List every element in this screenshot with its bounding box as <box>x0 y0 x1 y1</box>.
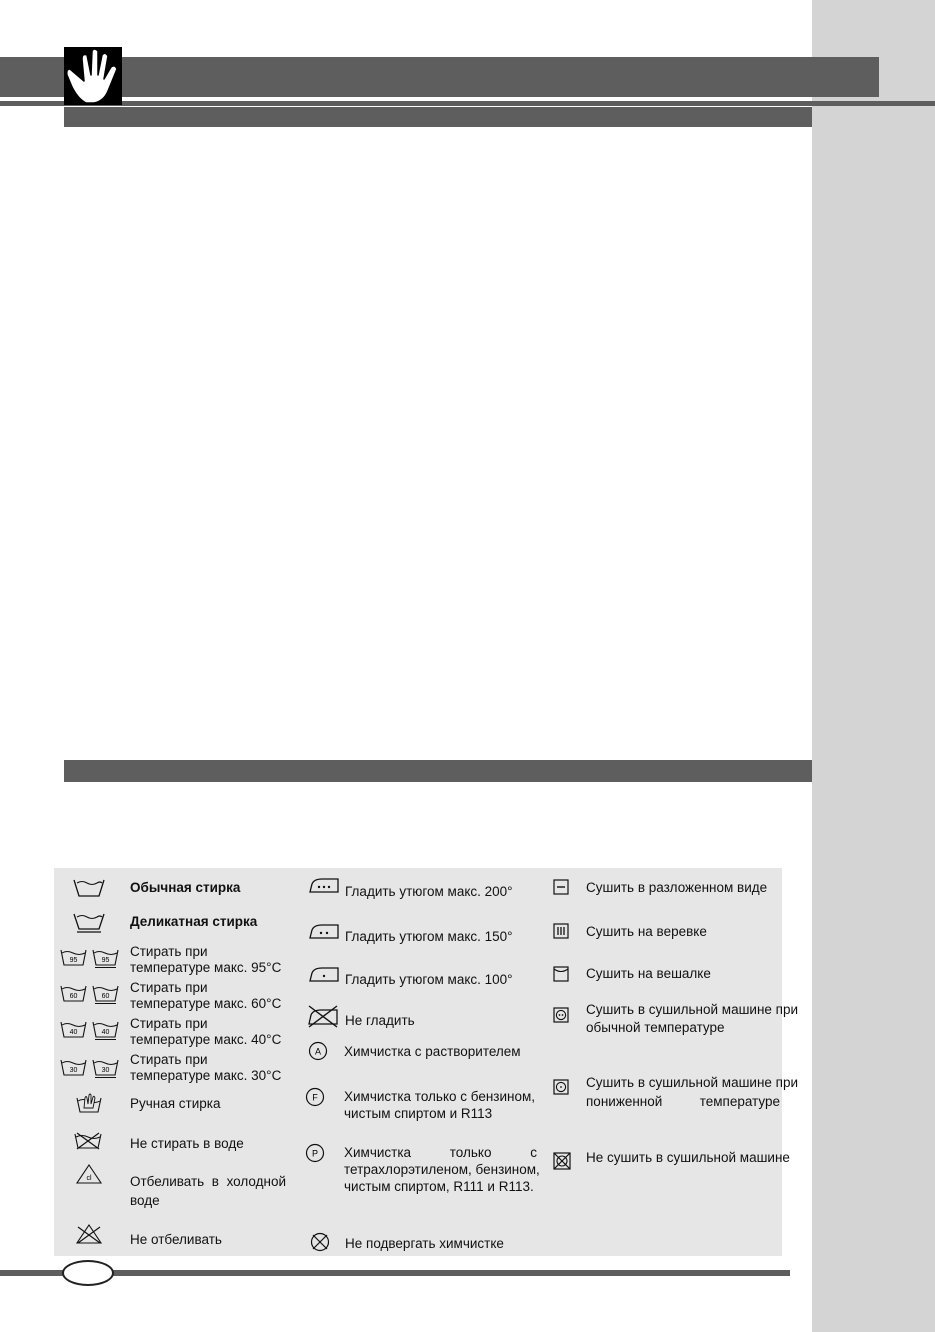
bleach-cold-line1: Отбеливать в холодной <box>130 1174 286 1189</box>
dryclean-perc-line1: Химчистка только с <box>344 1145 537 1160</box>
wash-temp-mark: 60 <box>69 993 78 1000</box>
wash-30-icon <box>60 1058 120 1078</box>
tumble-normal-icon <box>553 1007 569 1023</box>
page-number-oval <box>62 1260 114 1286</box>
iron-150-label: Гладить утюгом макс. 150° <box>345 929 513 944</box>
wash-tub-icon <box>72 876 106 898</box>
dry-line-icon <box>553 923 569 939</box>
dryclean-a-icon <box>308 1041 328 1061</box>
no-wash-icon <box>74 1132 102 1150</box>
tumble-normal-line2: обычной температуре <box>586 1020 725 1035</box>
tumble-low-icon <box>553 1079 569 1095</box>
wash-60-line2: температуре макс. 60°C <box>130 996 282 1011</box>
iron-150-icon <box>308 922 340 940</box>
no-bleach-label: Не отбеливать <box>130 1232 222 1247</box>
wash-normal-label: Обычная стирка <box>130 880 241 895</box>
dryclean-solvent-label: Химчистка с растворителем <box>344 1044 521 1059</box>
no-wash-label: Не стирать в воде <box>130 1136 244 1151</box>
dry-line-label: Сушить на веревке <box>586 924 707 939</box>
wash-temp-mark: 30 <box>101 1067 110 1074</box>
bleach-cold-line2: воде <box>130 1193 160 1208</box>
dryclean-perc-line2: тетрахлорэтиленом, бензином, <box>344 1162 540 1177</box>
wash-95-line1: Стирать при <box>130 944 208 959</box>
wash-30-line2: температуре макс. 30°C <box>130 1068 282 1083</box>
wash-temp-mark: 30 <box>69 1067 78 1074</box>
dry-flat-icon <box>553 879 569 895</box>
no-bleach-icon <box>76 1224 102 1244</box>
no-tumble-label: Не сушить в сушильной машине <box>586 1150 790 1165</box>
no-tumble-icon <box>553 1152 571 1170</box>
dryclean-benzine-line2: чистым спиртом и R113 <box>344 1106 493 1121</box>
wash-40-line1: Стирать при <box>130 1016 208 1031</box>
side-strip <box>812 0 935 1332</box>
bleach-mark: cl <box>86 1175 92 1182</box>
wash-40-icon <box>60 1020 120 1040</box>
care-symbols-panel <box>54 868 799 1256</box>
dry-flat-label: Сушить в разложенном виде <box>586 880 768 895</box>
wash-temp-mark: 95 <box>101 957 110 964</box>
header-rule <box>0 101 935 106</box>
wash-30-line1: Стирать при <box>130 1052 208 1067</box>
header-bar <box>0 57 879 97</box>
tumble-low-line2: пониженной температуре <box>586 1094 780 1109</box>
iron-200-icon <box>308 876 340 894</box>
iron-100-label: Гладить утюгом макс. 100° <box>345 972 513 987</box>
wash-95-line2: температуре макс. 95°C <box>130 960 282 975</box>
wash-95-icon <box>60 948 120 968</box>
wash-60-icon <box>60 984 120 1004</box>
dryclean-p-icon <box>305 1143 325 1163</box>
wash-temp-mark: 60 <box>101 993 110 1000</box>
tumble-normal-line1: Сушить в сушильной машине при <box>586 1002 799 1017</box>
no-dryclean-label: Не подвергать химчистке <box>345 1236 504 1251</box>
section-band-top <box>64 107 812 127</box>
dry-hanger-icon <box>553 966 569 982</box>
dryclean-mark: F <box>312 1092 318 1103</box>
section-band-symbols <box>64 760 812 782</box>
hand-icon <box>64 47 122 105</box>
dryclean-f-icon <box>305 1087 325 1107</box>
dryclean-benzine-line1: Химчистка только с бензином, <box>344 1089 536 1104</box>
bleach-cold-icon <box>76 1164 102 1184</box>
no-iron-label: Не гладить <box>345 1013 415 1028</box>
iron-200-label: Гладить утюгом макс. 200° <box>345 884 513 899</box>
dryclean-perc-line3: чистым спиртом, R111 и R113. <box>344 1179 534 1194</box>
hand-wash-icon <box>76 1092 102 1114</box>
tumble-low-line1: Сушить в сушильной машине при <box>586 1075 799 1090</box>
dryclean-mark: P <box>311 1148 319 1159</box>
dryclean-mark: A <box>314 1046 322 1057</box>
dry-hanger-label: Сушить на вешалке <box>586 966 711 981</box>
iron-100-icon <box>308 965 340 983</box>
wash-temp-mark: 95 <box>69 957 78 964</box>
footer-rule <box>0 1270 790 1276</box>
wash-temp-mark: 40 <box>101 1029 110 1036</box>
hand-wash-label: Ручная стирка <box>130 1096 221 1111</box>
wash-40-line2: температуре макс. 40°C <box>130 1032 282 1047</box>
wash-delicate-label: Деликатная стирка <box>130 914 258 929</box>
wash-60-line1: Стирать при <box>130 980 208 995</box>
no-dryclean-icon <box>310 1232 330 1252</box>
wash-delicate-icon <box>72 910 106 934</box>
wash-temp-mark: 40 <box>69 1029 78 1036</box>
no-iron-icon <box>306 1004 340 1028</box>
